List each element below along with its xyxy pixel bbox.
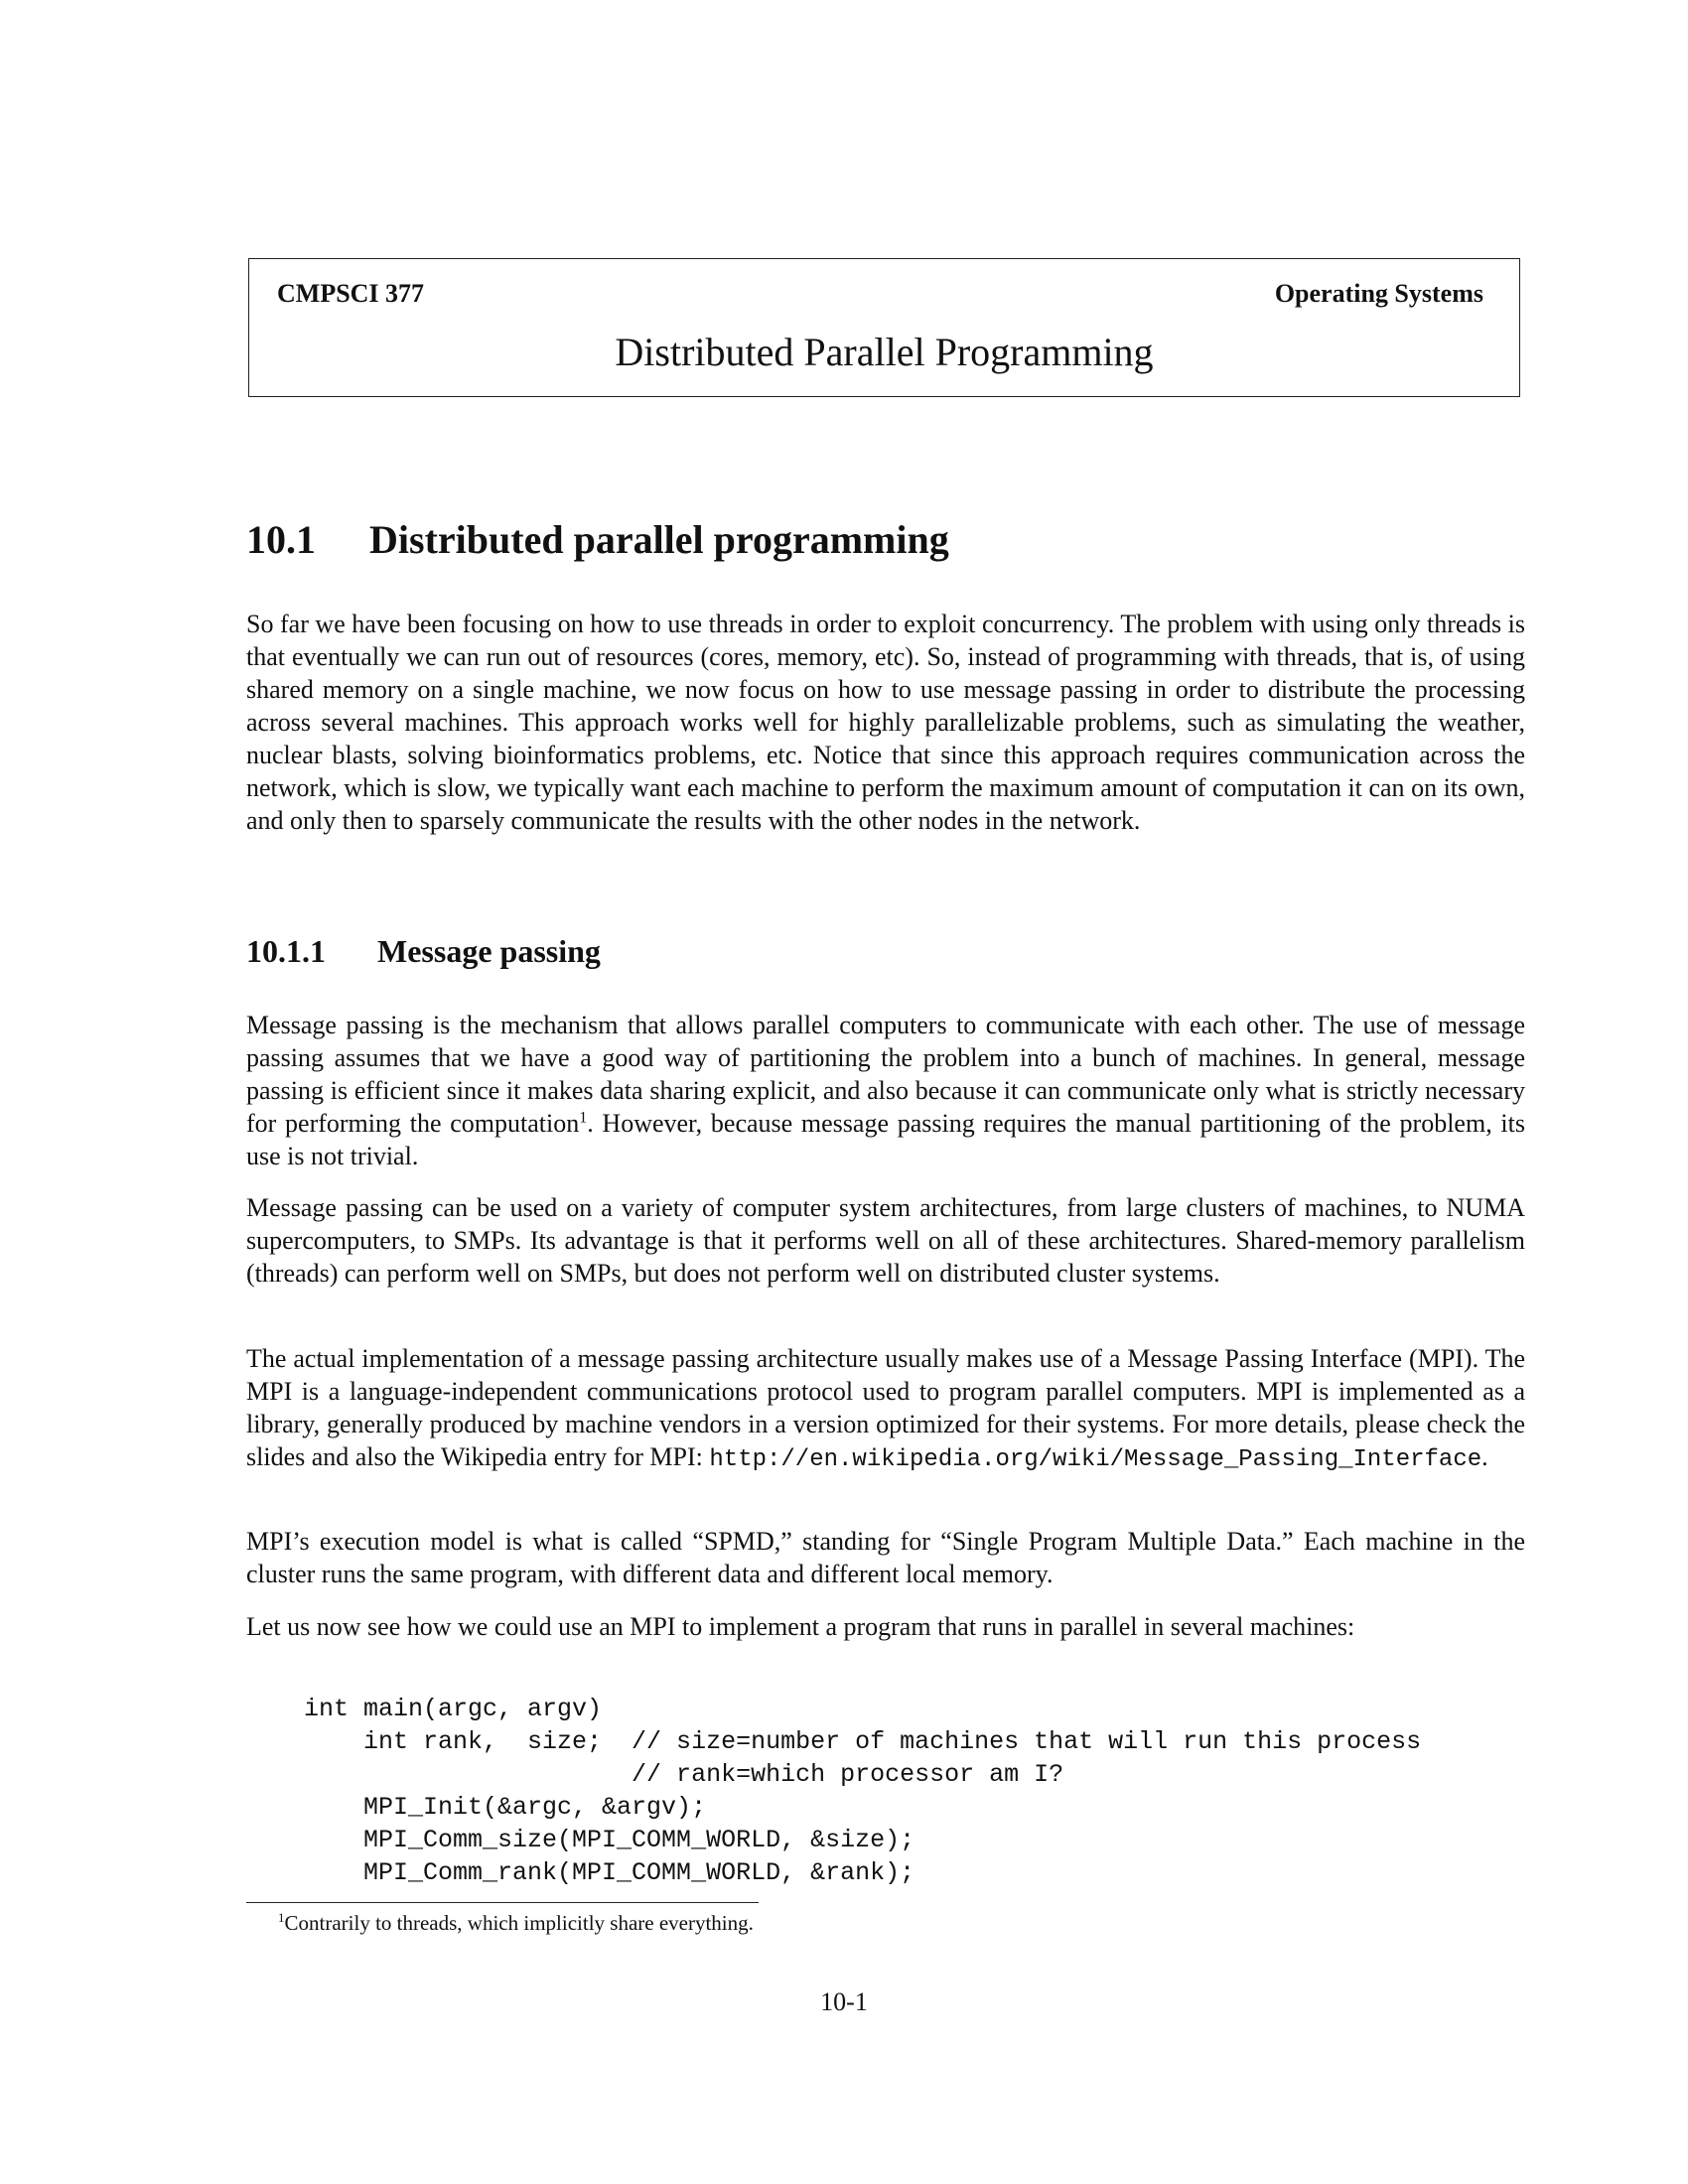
paragraph-text: . However, because message passing requires the manual partitioning of the problem, its use is not trivial.: [246, 1109, 1525, 1170]
page-number: 10-1: [820, 1987, 868, 2016]
subsection-title: Message passing: [377, 933, 601, 969]
course-code: CMPSCI 377: [277, 279, 425, 308]
mpi-paragraph: [246, 1342, 1525, 1476]
message-passing-paragraph: [246, 1009, 1525, 1172]
punctuation: .: [1481, 1442, 1488, 1471]
section-heading: [246, 516, 949, 563]
subsection-heading: [246, 933, 601, 970]
code-listing: [304, 1693, 1421, 1889]
code-line: MPI_Comm_rank(MPI_COMM_WORLD, &rank);: [304, 1858, 915, 1887]
footnote: [278, 1910, 754, 1936]
code-line: int main(argc, argv): [304, 1695, 603, 1723]
lecture-header-box: [248, 258, 1520, 397]
wikipedia-link[interactable]: http://en.wikipedia.org/wiki/Message_Passing_Interface: [709, 1446, 1482, 1473]
footnote-text: Contrarily to threads, which implicitly share everything.: [284, 1911, 754, 1935]
subsection-number: 10.1.1: [246, 933, 326, 969]
intro-code-paragraph: Let us now see how we could use an MPI to implement a program that runs in parallel in several machines:: [246, 1612, 1355, 1641]
section-number: 10.1: [246, 517, 316, 562]
code-line: int rank, size; // size=number of machines that will run this process: [304, 1727, 1422, 1756]
section-title: Distributed parallel programming: [369, 517, 949, 562]
paragraph-text: The actual implementation of a message passing architecture usually makes use of a Message Passing Interface (MPI). The MPI is a language-independent communications protocol used to program parallel computers. MPI is implemented as a library, generally produced by machine vendors in a version optimized for their systems. For more details, please check the slides and also the Wikipedia entry for MPI:: [246, 1344, 1525, 1471]
footnote-reference[interactable]: 1: [579, 1109, 588, 1127]
course-subject: Operating Systems: [1274, 279, 1483, 308]
footnote-divider: [246, 1902, 759, 1903]
architectures-paragraph: Message passing can be used on a variety of computer system architectures, from large clusters of machines, to NUMA supercomputers, to SMPs. Its advantage is that it performs well on all of these architectures. Shared-memory parallelism (threads) can perform well on SMPs, but does not perform well on distributed cluster systems.: [246, 1193, 1525, 1288]
footnote-mark: 1: [278, 1910, 285, 1925]
spmd-paragraph: MPI’s execution model is what is called “SPMD,” standing for “Single Program Multiple Data.” Each machine in the cluster runs the same program, with different data and different local memory.: [246, 1527, 1525, 1588]
code-line: MPI_Init(&argc, &argv);: [304, 1793, 707, 1822]
lecture-title: Distributed Parallel Programming: [615, 330, 1154, 374]
intro-paragraph: So far we have been focusing on how to use threads in order to exploit concurrency. The problem with using only threads is that eventually we can run out of resources (cores, memory, etc). So, instead of programming with threads, that is, of using shared memory on a single machine, we now focus on how to use message passing in order to distribute the processing across several machines. This approach works well for highly parallelizable problems, such as simulating the weather, nuclear blasts, solving bioinformatics problems, etc. Notice that since this approach requires communication across the network, which is slow, we typically want each machine to perform the maximum amount of computation it can on its own, and only then to sparsely communicate the results with the other nodes in the network.: [246, 610, 1525, 835]
code-line: // rank=which processor am I?: [304, 1760, 1064, 1789]
paragraph-text: Message passing is the mechanism that allows parallel computers to communicate with each other. The use of message passing assumes that we have a good way of partitioning the problem into a bunch of machines. In general, message passing is efficient since it makes data sharing explicit, and also because it can communicate only what is strictly necessary for performing the computation: [246, 1011, 1525, 1138]
code-line: MPI_Comm_size(MPI_COMM_WORLD, &size);: [304, 1826, 915, 1854]
